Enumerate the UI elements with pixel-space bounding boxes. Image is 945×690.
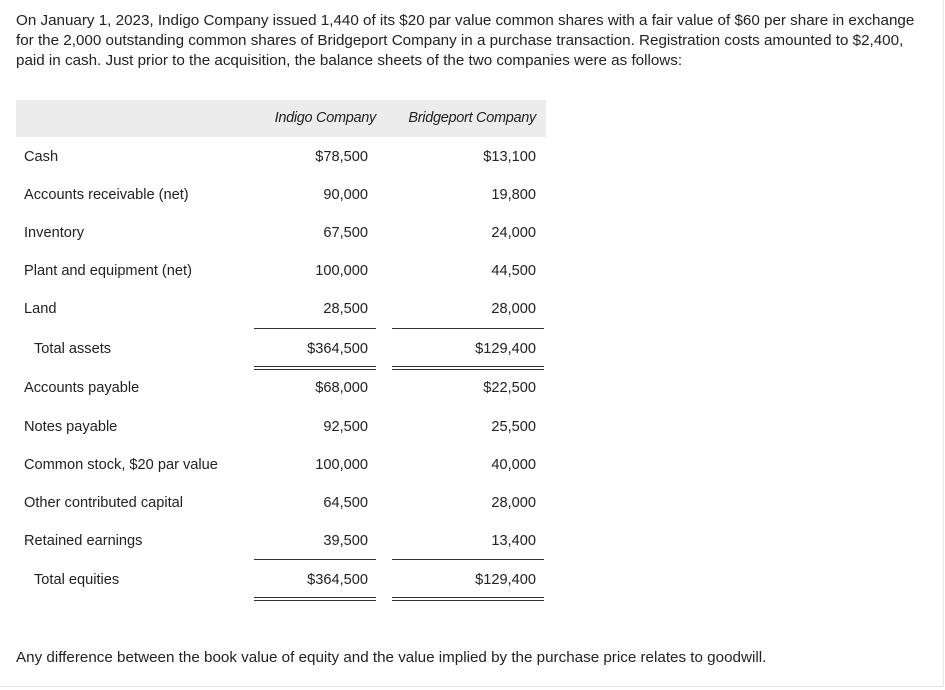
bridgeport-value: 28,000 (491, 301, 536, 317)
bridgeport-value: $129,400 (475, 341, 536, 357)
indigo-value: 28,500 (323, 301, 368, 317)
bridgeport-value: 28,000 (491, 495, 536, 511)
row-label: Other contributed capital (24, 495, 183, 511)
indigo-value: $68,000 (315, 380, 368, 396)
bridgeport-value: 24,000 (491, 225, 536, 241)
row-label: Total equities (34, 572, 120, 588)
indigo-value: $78,500 (315, 149, 368, 165)
subtotal-rule (392, 328, 544, 329)
subtotal-rule (254, 559, 376, 560)
row-label: Inventory (24, 225, 85, 241)
total-double-rule (392, 597, 544, 601)
bridgeport-value: $22,500 (483, 380, 536, 396)
total-double-rule (254, 366, 376, 370)
indigo-value: 90,000 (323, 187, 368, 203)
row-label: Plant and equipment (net) (24, 263, 192, 279)
goodwill-note-text: Any difference between the book value of equity and the value implied by the purchase price relates to goodwill. (16, 649, 767, 666)
bridgeport-value: 44,500 (491, 263, 536, 279)
balance-sheet-table (16, 100, 546, 588)
bridgeport-value: 19,800 (491, 187, 536, 203)
indigo-value: $364,500 (307, 572, 368, 588)
row-label: Accounts payable (24, 380, 140, 396)
row-label: Accounts receivable (net) (24, 187, 189, 203)
indigo-value: 64,500 (323, 495, 368, 511)
row-label: Notes payable (24, 419, 118, 435)
total-double-rule (254, 597, 376, 601)
header-bridgeport-company: Bridgeport Company (408, 110, 536, 126)
subtotal-rule (254, 328, 376, 329)
indigo-value: 92,500 (323, 419, 368, 435)
indigo-value: $364,500 (307, 341, 368, 357)
problem-intro-text: On January 1, 2023, Indigo Company issued 1,440 of its $20 par value common shares with a fair value of $60 per share in exchange for the 2,000 outstanding common shares of Bridgeport Company in a purchase transaction. Registration costs amounted to $2,400, paid in cash. Just prior to the acquisition, the balance sheets of the two companies were as follows: (16, 12, 915, 69)
row-label: Land (24, 301, 57, 317)
bridgeport-value: $129,400 (475, 572, 536, 588)
subtotal-rule (392, 559, 544, 560)
indigo-value: 100,000 (315, 263, 368, 279)
row-label: Retained earnings (24, 533, 143, 549)
header-indigo-company: Indigo Company (274, 110, 376, 126)
table-header (16, 100, 546, 137)
total-double-rule (392, 366, 544, 370)
bridgeport-value: 40,000 (491, 457, 536, 473)
indigo-value: 67,500 (323, 225, 368, 241)
indigo-value: 39,500 (323, 533, 368, 549)
bridgeport-value: 25,500 (491, 419, 536, 435)
row-label: Cash (24, 149, 59, 165)
indigo-value: 100,000 (315, 457, 368, 473)
bridgeport-value: $13,100 (483, 149, 536, 165)
row-label: Total assets (34, 341, 112, 357)
row-label: Common stock, $20 par value (24, 457, 218, 473)
bridgeport-value: 13,400 (491, 533, 536, 549)
